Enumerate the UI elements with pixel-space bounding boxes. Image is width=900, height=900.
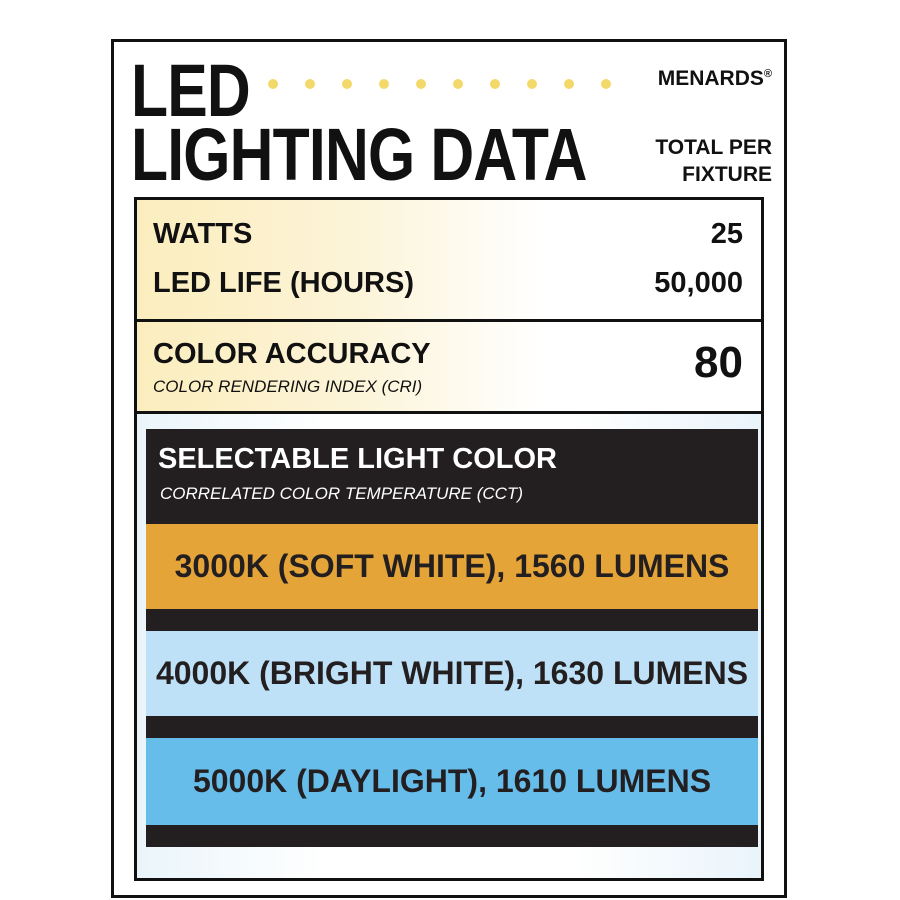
total-per-fixture: TOTAL PER FIXTURE: [655, 136, 772, 186]
watts-label: WATTS: [153, 218, 253, 250]
option-5000k: 5000K (DAYLIGHT), 1610 LUMENS: [146, 738, 758, 825]
title-line-1: LED: [131, 49, 250, 132]
selectable-header: [146, 429, 758, 524]
cri-value: 80: [694, 338, 743, 387]
life-value: 50,000: [654, 267, 743, 299]
cri-box: [134, 319, 764, 414]
lighting-data-label: [111, 39, 787, 898]
specs-box: [134, 197, 764, 322]
registered-mark: ®: [763, 68, 772, 80]
cri-subtitle: COLOR RENDERING INDEX (CRI): [153, 377, 423, 396]
selectable-subtitle: CORRELATED COLOR TEMPERATURE (CCT): [160, 484, 524, 503]
cri-label: COLOR ACCURACY: [153, 338, 431, 370]
title-line-2: LIGHTING DATA: [131, 113, 587, 196]
decorative-dots: [266, 77, 611, 91]
option-3000k: 3000K (SOFT WHITE), 1560 LUMENS: [146, 524, 758, 609]
option-separator: [146, 609, 758, 631]
watts-value: 25: [710, 218, 743, 250]
brand-name: MENARDS®: [657, 67, 772, 90]
option-4000k: 4000K (BRIGHT WHITE), 1630 LUMENS: [146, 631, 758, 716]
selectable-color-box: [134, 411, 764, 881]
selectable-title: SELECTABLE LIGHT COLOR: [158, 443, 558, 475]
life-label: LED LIFE (HOURS): [153, 267, 414, 299]
option-separator: [146, 825, 758, 847]
option-separator: [146, 716, 758, 738]
